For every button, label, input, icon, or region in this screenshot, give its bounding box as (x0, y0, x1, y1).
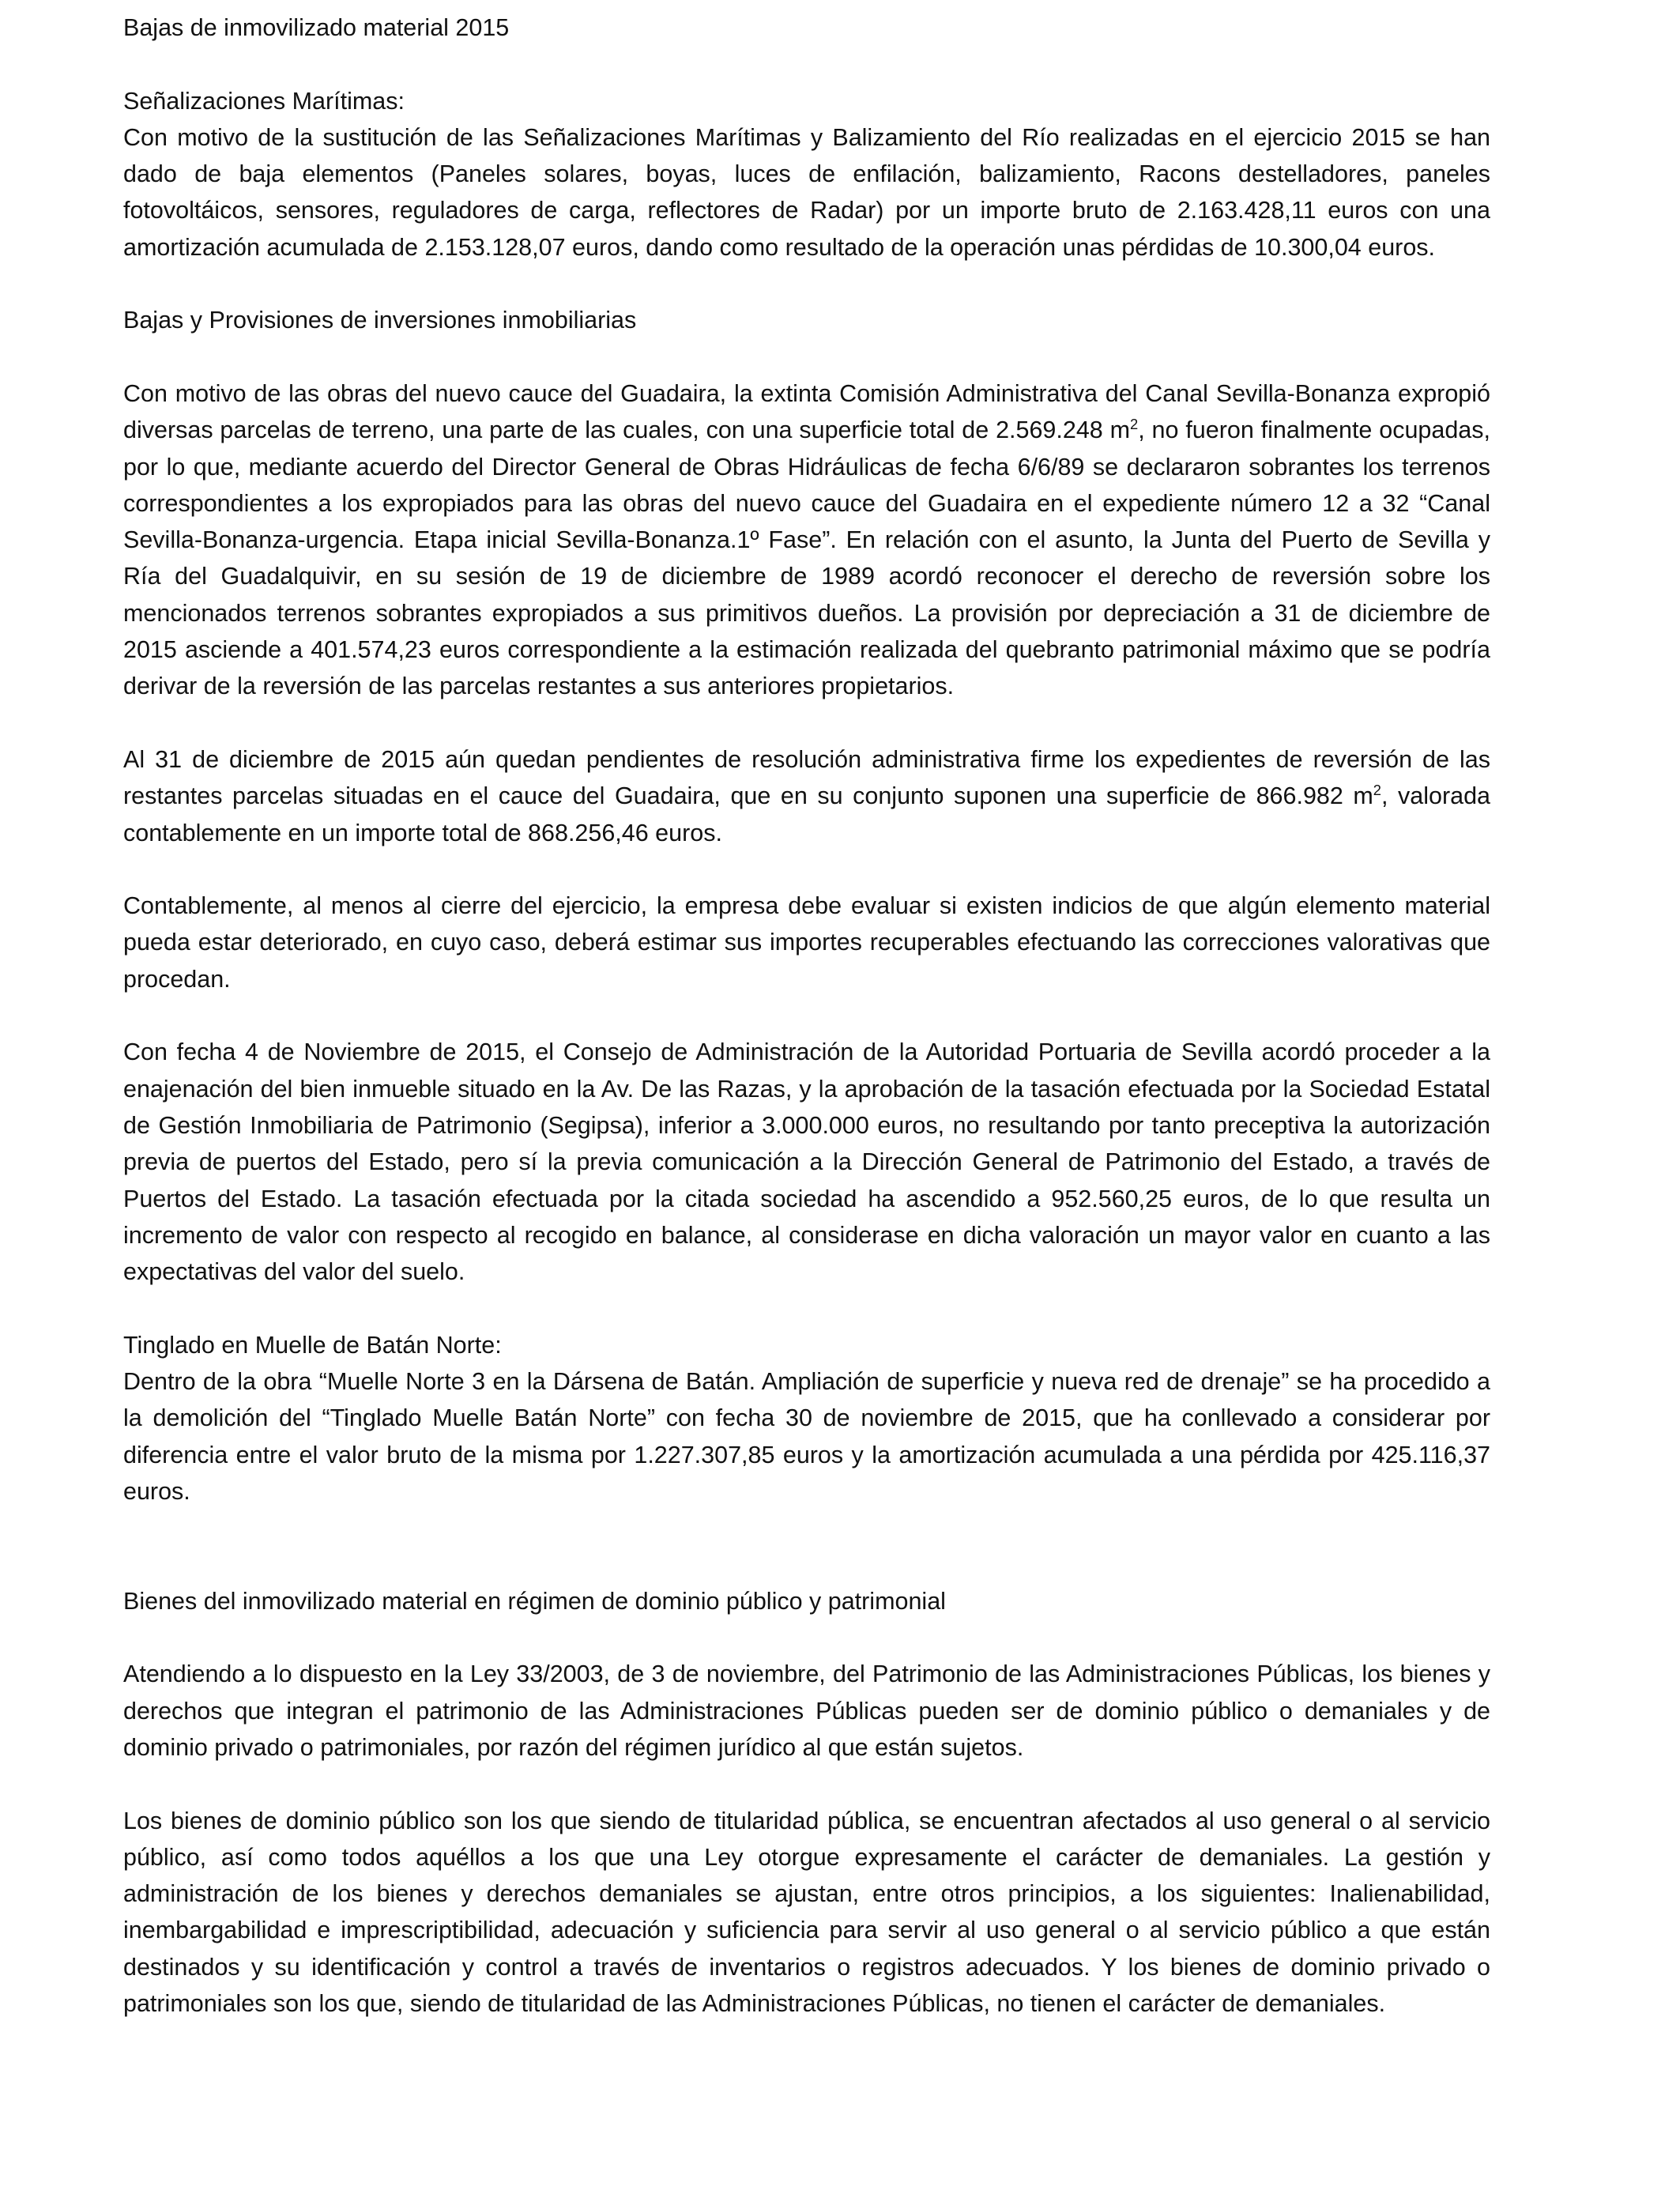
senalizaciones-paragraph: Con motivo de la sustitución de las Señalizaciones Marítimas y Balizamiento del Río realizadas en el ejercicio 2015 se han dado de baja elementos (Paneles solares, boyas, luces de enfilación, balizamiento, Racons destelladores, paneles fotovoltáicos, sensores, reguladores de carga, reflectores de Radar) por un importe bruto de 2.163.428,11 euros con una amortización acumulada de 2.153.128,07 euros, dando como resultado de la operación unas pérdidas de 10.300,04 euros. (123, 123, 1490, 261)
bienes-heading: Bienes del inmovilizado material en régimen de dominio público y patrimonial (123, 1587, 946, 1615)
spacer (123, 266, 1490, 302)
senalizaciones-heading: Señalizaciones Marítimas: (123, 87, 405, 115)
spacer (123, 997, 1490, 1034)
spacer (123, 339, 1490, 375)
text-run: Con motivo de las obras del nuevo cauce del Guadaira, la extinta Comisión Administrativa del Canal Sevilla-Bonanza expropió diversas parcelas de terreno, una parte de las cuales, con una superficie total de 2.569.248 m (123, 379, 1490, 444)
spacer (123, 1619, 1490, 1656)
text-run: Al 31 de diciembre de 2015 aún quedan pendientes de resolución administrativa firme los expedientes de reversión de las restantes parcelas situadas en el cauce del Guadaira, que en su conjunto suponen una superficie de 866.982 m (123, 745, 1490, 810)
enajenacion-paragraph: Con fecha 4 de Noviembre de 2015, el Consejo de Administración de la Autoridad Portuaria de Sevilla acordó proceder a la enajenación del bien inmueble situado en la Av. De las Razas, y la aprobación de la tasación efectuada por la Sociedad Estatal de Gestión Inmobiliaria de Patrimonio (Segipsa), inferior a 3.000.000 euros, no resultando por tanto preceptiva la autorización previa de puertos del Estado, pero sí la previa comunicación a la Dirección General de Patrimonio del Estado, a través de Puertos del Estado. La tasación efectuada por la citada sociedad ha ascendido a 952.560,25 euros, de lo que resulta un incremento de valor con respecto al recogido en balance, al considerase en dicha valoración un mayor valor en cuanto a las expectativas del valor del suelo. (123, 1039, 1490, 1286)
text-run: , no fueron finalmente ocupadas, por lo que, mediante acuerdo del Director General de Obras Hidráulicas de fecha 6/6/89 se declararon sobrantes los terrenos correspondientes a los expropiados para las obras del nuevo cauce del Guadaira en el expediente número 12 a 32 “Canal Sevilla-Bonanza-urgencia. Etapa inicial Sevilla-Bonanza.1º Fase”. En relación con el asunto, la Junta del Puerto de Sevilla y Ría del Guadalquivir, en su sesión de 19 de diciembre de 1989 acordó reconocer el derecho de reversión sobre los mencionados terrenos sobrantes expropiados a sus primitivos dueños. La provisión por depreciación a 31 de diciembre de 2015 asciende a 401.574,23 euros correspondiente a la estimación realizada del quebranto patrimonial máximo que se podría derivar de la reversión de las parcelas restantes a sus anteriores propietarios. (123, 417, 1490, 700)
spacer (123, 46, 1490, 82)
bienes-dominio-publico-paragraph: Los bienes de dominio público son los que siendo de titularidad pública, se encuentran afectados al uso general o al servicio público, así como todos aquéllos a los que una Ley otorgue expresamente el carácter de demaniales. La gestión y administración de los bienes y derechos demaniales se ajustan, entre otros principios, a los siguientes: Inalienabilidad, inembargabilidad e imprescriptibilidad, adecuación y suficiencia para servir al uso general o al servicio público a que están destinados y su identificación y control a través de inventarios o registros adecuados. Y los bienes de dominio privado o patrimoniales son los que, siendo de titularidad de las Administraciones Públicas, no tienen el carácter de demaniales. (123, 1807, 1490, 2018)
guadaira-expropiacion-paragraph (123, 375, 1490, 705)
spacer (123, 705, 1490, 741)
spacer (123, 1290, 1490, 1326)
spacer (123, 1766, 1490, 1802)
text-run: , valorada contablemente en un importe total de 868.256,46 euros. (123, 782, 1490, 846)
superscript: 2 (1130, 416, 1139, 433)
bajas-provisiones-heading: Bajas y Provisiones de inversiones inmobiliarias (123, 307, 637, 334)
tinglado-paragraph: Dentro de la obra “Muelle Norte 3 en la Dársena de Batán. Ampliación de superficie y nueva red de drenaje” se ha procedido a la demolición del “Tinglado Muelle Batán Norte” con fecha 30 de noviembre de 2015, que ha conllevado a considerar por diferencia entre el valor bruto de la misma por 1.227.307,85 euros y la amortización acumulada a una pérdida por 425.116,37 euros. (123, 1367, 1490, 1505)
document-title: Bajas de inmovilizado material 2015 (123, 14, 510, 41)
tinglado-heading: Tinglado en Muelle de Batán Norte: (123, 1331, 502, 1359)
reversion-pendiente-paragraph (123, 741, 1490, 851)
deterioro-paragraph: Contablemente, al menos al cierre del ejercicio, la empresa debe evaluar si existen indicios de que algún elemento material pueda estar deteriorado, en cuyo caso, deberá estimar sus importes recuperables efectuando las correcciones valorativas que procedan. (123, 892, 1490, 993)
spacer (123, 1510, 1490, 1583)
spacer (123, 851, 1490, 888)
superscript: 2 (1373, 782, 1381, 799)
document-page (123, 9, 1490, 2022)
bienes-ley-paragraph: Atendiendo a lo dispuesto en la Ley 33/2003, de 3 de noviembre, del Patrimonio de las Administraciones Públicas, los bienes y derechos que integran el patrimonio de las Administraciones Públicas pueden ser de dominio público o demaniales y de dominio privado o patrimoniales, por razón del régimen jurídico al que están sujetos. (123, 1661, 1490, 1761)
